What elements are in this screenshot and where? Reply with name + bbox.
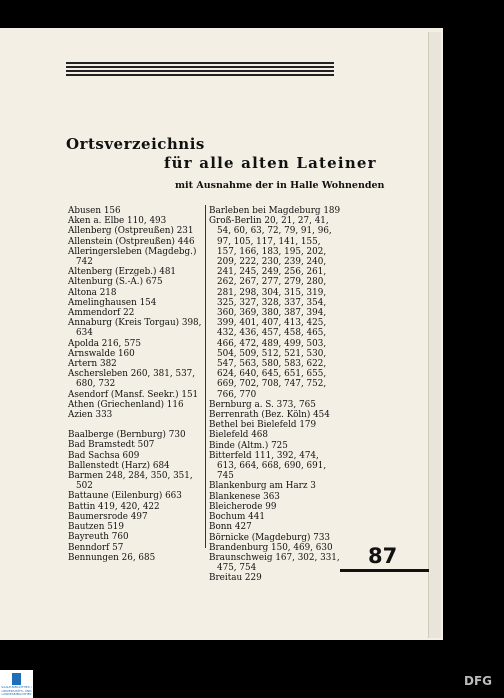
index-entry: Annaburg (Kreis Torgau) 398, 634 xyxy=(68,318,202,339)
library-logo-text: SAALE-BIBLIOTHEK / UNIVERSITÄTS- UND LANDESBIBLIOTHEK xyxy=(1,685,32,696)
index-entry: Bennungen 26, 685 xyxy=(68,552,156,563)
entry-gap xyxy=(68,420,202,430)
index-entry: Asendorf (Mansf. Seekr.) 151 xyxy=(68,389,199,400)
index-entry: Azien 333 xyxy=(68,410,113,421)
index-entry: Battin 419, 420, 422 xyxy=(68,501,160,512)
index-entry: Apolda 216, 575 xyxy=(68,338,141,349)
index-entry: Bernburg a. S. 373, 765 xyxy=(209,399,316,410)
index-note: mit Ausnahme der in Halle Wohnenden xyxy=(175,180,385,191)
library-logo[interactable] xyxy=(0,670,33,698)
dfg-logo[interactable]: DFG xyxy=(464,674,493,688)
viewer-footer xyxy=(0,668,504,698)
index-entry: Berrenrath (Bez. Köln) 454 xyxy=(209,410,330,421)
index-entry: Benndorf 57 xyxy=(68,542,124,553)
index-entry: Allenberg (Ostpreußen) 231 xyxy=(68,226,194,237)
index-entry: Groß-Berlin 20, 21, 27, 41, 54, 60, 63, 72, 79, 91, 96, 97, 105, 117, 141, 155, 157, 166, 183, 195, 202, 209, 222, 230, 239, 240, 241, 245, 249, 256, 261, 262, 267, 277, 279, 280, 281, 298, 304, 315, 319, 325, 327, 328, 337, 354, 360, 369, 380, 387, 394, 399, 401, 407, 413, 425, 432, 436, 457, 458, 465, 466, 472, 489, 499, 503, 504, 509, 512, 521, 530, 547, 563, 580, 583, 622, 624, 640, 645, 651, 655, 669, 702, 708, 747, 752, 766, 770 xyxy=(209,216,332,400)
index-entry: Amelinghausen 154 xyxy=(68,297,157,308)
index-title: Ortsverzeichnis xyxy=(66,135,205,153)
index-entry: Bielefeld 468 xyxy=(209,430,268,441)
index-entry: Bleicherode 99 xyxy=(209,501,277,512)
index-entry: Bad Bramstedt 507 xyxy=(68,440,155,451)
index-entry: Ammendorf 22 xyxy=(68,308,135,319)
index-entry: Artern 382 xyxy=(68,359,117,370)
index-column-left xyxy=(68,206,202,563)
index-entry: Altenberg (Erzgeb.) 481 xyxy=(68,267,177,278)
index-entry: Abusen 156 xyxy=(68,206,121,216)
index-entry: Bochum 441 xyxy=(209,512,265,523)
page-number: 87 xyxy=(368,544,398,568)
index-entry: Barmen 248, 284, 350, 351, 502 xyxy=(68,471,193,492)
index-entry: Blankenburg am Harz 3 xyxy=(209,481,316,492)
decorative-rule xyxy=(66,62,334,78)
index-entry: Bethel bei Bielefeld 179 xyxy=(209,420,317,431)
index-entry: Alleringersleben (Magdebg.) 742 xyxy=(68,246,197,268)
index-entry: Blankenese 363 xyxy=(209,491,280,502)
index-entry: Ballenstedt (Harz) 684 xyxy=(68,460,170,471)
index-entry: Allenstein (Ostpreußen) 446 xyxy=(68,236,195,247)
index-entry: Barleben bei Magdeburg 189 xyxy=(209,206,341,216)
index-entry: Breitau 229 xyxy=(209,573,262,584)
index-entry: Aken a. Elbe 110, 493 xyxy=(68,216,167,227)
index-entry: Binde (Altm.) 725 xyxy=(209,440,288,451)
index-entry: Altona 218 xyxy=(68,287,117,298)
index-subtitle: für alle alten Lateiner xyxy=(164,154,377,172)
index-entry: Brandenburg 150, 469, 630 xyxy=(209,542,333,553)
index-entry: Bitterfeld 111, 392, 474, 613, 664, 668, 690, 691, 745 xyxy=(209,450,327,482)
library-logo-icon xyxy=(12,673,21,685)
index-entry: Börnicke (Magdeburg) 733 xyxy=(209,532,331,543)
index-entry: Arnswalde 160 xyxy=(68,348,135,359)
index-entry: Altenburg (S.-A.) 675 xyxy=(68,277,163,288)
index-entry: Bautzen 519 xyxy=(68,522,125,533)
index-entry: Aschersleben 260, 381, 537, 680, 732 xyxy=(68,369,196,390)
index-entry: Braunschweig 167, 302, 331, 475, 754 xyxy=(209,552,340,574)
index-entry: Athen (Griechenland) 116 xyxy=(68,399,184,410)
column-divider xyxy=(205,205,206,548)
index-entry: Battaune (Eilenburg) 663 xyxy=(68,491,182,502)
index-entry: Bayreuth 760 xyxy=(68,532,129,543)
index-column-right xyxy=(209,206,341,584)
index-entry: Bonn 427 xyxy=(209,522,252,533)
page-number-rule xyxy=(340,569,429,572)
index-entry: Baumersrode 497 xyxy=(68,511,148,522)
index-entry: Baalberge (Bernburg) 730 xyxy=(68,430,186,441)
index-entry: Bad Sachsa 609 xyxy=(68,450,140,461)
page-edge xyxy=(428,32,441,638)
